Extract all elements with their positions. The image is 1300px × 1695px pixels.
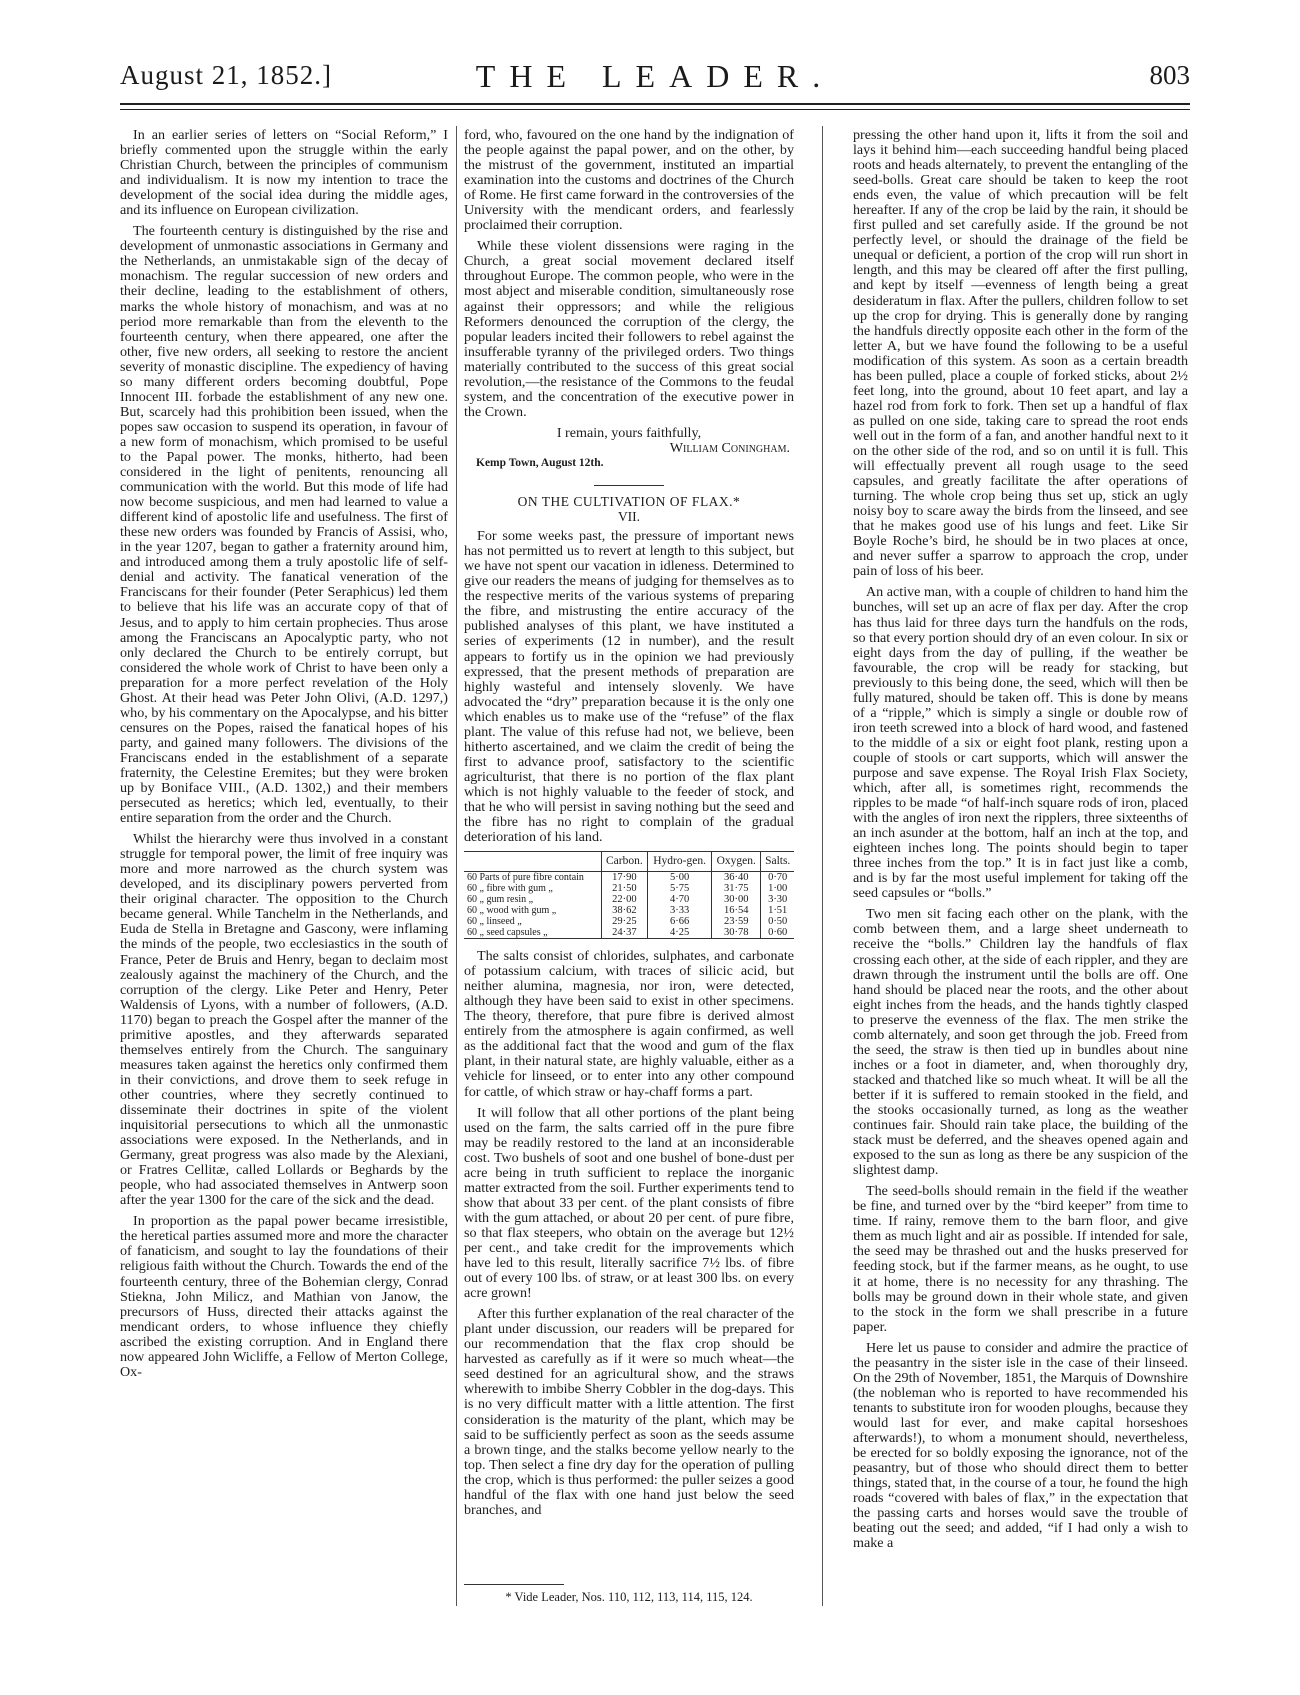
table-header-row (464, 852, 794, 872)
newspaper-title: THE LEADER. (475, 58, 835, 94)
table-cell: 31·75 (712, 883, 761, 894)
paragraph: It will follow that all other portions of the plant being used on the farm, the salts carried off in the pure fibre may be readily restored to the land at an inconsiderable cost. Two bushels of soot and one bushel of bone-dust per acre being in truth sufficient to replace the inorganic matter extracted from the soil. Further experiments tend to show that about 33 per cent. of the plant consists of fibre with the gum attached, or about 20 per cent. of pure fibre, so that flax steepers, who obtain on the average but 12½ per cent., and take credit for the improvements which have led to this result, literally sacrifice 7½ lbs. of fibre out of every 100 lbs. of straw, or at least 300 lbs. on every acre grown! (464, 1104, 794, 1302)
paragraph: While these violent dissensions were raging in the Church, a great social movement declared itself throughout Europe. The common people, who were in the most abject and miserable condition, simultaneously rose against their oppressors; and while the religious Reformers denounced the corruption of the clergy, the popular leaders incited their followers to rebel against the insufferable tyranny of the privileged orders. Two things materially contributed to the success of this great social revolution,—the resistance of the Commons to the feudal system, and the concentration of the executive power in the Crown. (464, 238, 794, 420)
letter-closing: I remain, yours faithfully, (556, 424, 702, 441)
table-cell: 0·60 (761, 927, 794, 939)
paragraph: The seed-bolls should remain in the field if the weather be fine, and turned over by the “bird keeper” from time to time. If rainy, remove them to the barn floor, and give them as much light and air as possible. If intended for sale, the seed may be thrashed out and the husks preserved for feeding stock, but if the farmer means, as he ought, to use it at home, there is no necessity for any thrashing. The bolls may be ground down in their whole state, and given to the stock in the form we shall prescribe in a future paper. (853, 1183, 1188, 1335)
flax-analysis-table (464, 851, 794, 939)
table-cell: 4·70 (648, 894, 712, 905)
paragraph: An active man, with a couple of children to hand him the bunches, will set up an acre of flax per day. After the crop has thus laid for three days turn the handfuls on the rods, so that every portion should dry of an even colour. In six or eight days from the day of pulling, if the weather be favourable, the crop will be ready for stacking, but previously to this being done, the seed, which will then be fully matured, should be taken off. This is done by means of a “ripple,” which is simply a single or double row of iron teeth screwed into a block of hard wood, and fastened to the middle of a six or eight foot plank, resting upon a couple of stools or cart supports, which will answer the purpose and save expense. The Royal Irish Flax Society, which, after all, is sometimes right, recommends the ripples to be made “of half-inch square rods of iron, placed with the angles of iron next the ripplers, three sixteenths of an inch asunder at the bottom, half an inch at the top, and eighteen inches long. The points should begin to taper three inches from the top.” It is in fact just like a comb, and is by far the most useful implement for taking off the seed capsules or “bolls.” (853, 584, 1188, 902)
table-cell: 60 „ seed capsules „ (464, 927, 601, 939)
table-cell: 1·00 (761, 883, 794, 894)
table-header-cell: Hydro-gen. (648, 852, 712, 872)
table-cell: 36·40 (712, 872, 761, 884)
column-1 (120, 128, 448, 1603)
table-cell: 60 „ wood with gum „ (467, 905, 557, 917)
table-cell: 0·70 (761, 872, 794, 884)
table-cell: 6·66 (648, 916, 712, 927)
table-cell: 16·54 (712, 905, 761, 916)
table-cell: 38·62 (601, 905, 647, 916)
paragraph: The fourteenth century is distinguished by the rise and development of unmonastic associations in Germany and the Netherlands, an unmistakable sign of the decay of monachism. The regular succession of new orders and their decline, leading to the establishment of others, marks the whole history of monachism, and was at no period more remarkable than from the eleventh to the fourteenth century, when there appeared, one after the other, five new orders, all seeking to restore the ancient severity of monastic discipline. The expediency of having so many different orders becoming doubtful, Pope Innocent III. forbade the establishment of any new one. But, scarcely had this prohibition been issued, when the popes saw occasion to suspend its operation, in favour of a new form of monachism, which promised to be useful to the Papal power. The monks, hitherto, had been considered in the light of penitents, renouncing all communication with the world. But this mode of life had now become suspicious, and men had learned to value a different kind of apostolic life and usefulness. The first of these new orders was founded by Francis of Assisi, who, in the year 1207, began to gather a fraternity around him, and introduced among them a truly apostolic life of self-denial and activity. The fanatical veneration of the Franciscans for their founder (Peter Seraphicus) led them to believe that his life was an accurate copy of that of Jesus, and to apply to him certain prophecies. Thus arose among the Franciscans an Apocalyptic party, who not only declared the Church to be entirely corrupt, but considered the whole work of Christ to have been only a preparation for a more perfect revelation of the Holy Ghost. At their head was Peter John Olivi, (A.D. 1297,) who, by his commentary on the Apocalypse, and his bitter censures on the Popes, raised the fanatical hopes of his party, and gained many followers. The divisions of the Franciscans ended in the establishment of a separate fraternity, the Celestine Eremites; but they were broken up by Boniface VIII., (A.D. 1302,) and their members persecuted as heretics; which led, eventually, to their entire separation from the order and the Church. (120, 223, 448, 827)
table-header-cell: Oxygen. (712, 852, 761, 872)
section-rule (594, 485, 664, 486)
table-cell: 1·51 (761, 905, 794, 916)
table-cell: 24·37 (601, 927, 647, 939)
table-header-cell: Salts. (761, 852, 794, 872)
table-cell: 3·33 (648, 905, 712, 916)
paragraph: The salts consist of chlorides, sulphates, and carbonate of potassium calcium, with traces of silicic acid, but neither alumina, magnesia, nor iron, were detected, although they have been said to exist in other specimens. The theory, therefore, that pure fibre is derived almost entirely from the atmosphere is again confirmed, as well as the additional fact that the wood and gum of the flax plant, in their natural state, are highly valuable, either as a vehicle for linseed, or to enter into any other compound for cattle, of which straw or hay-chaff forms a part. (464, 948, 794, 1100)
paragraph: In an earlier series of letters on “Social Reform,” I briefly commented upon the struggle within the early Christian Church, between the principles of communism and individualism. It is now my intention to trace the development of the social idea during the middle ages, and its influence on European civilization. (120, 128, 448, 219)
issue-date: August 21, 1852.] (120, 60, 332, 90)
column-2 (464, 128, 794, 1588)
page-number: 803 (1149, 60, 1190, 90)
table-cell: 17·90 (601, 872, 647, 884)
table-cell: 21·50 (601, 883, 647, 894)
table-cell: 60 Parts of pure fibre contain (467, 872, 584, 884)
table-cell: 4·25 (648, 927, 712, 939)
table-cell: 3·30 (761, 894, 794, 905)
column-divider-1 (456, 126, 457, 1606)
article-title: ON THE CULTIVATION OF FLAX.* (517, 494, 741, 510)
table-cell: 60 „ gum resin „ (467, 894, 534, 906)
article-number: VII. (617, 509, 641, 525)
table-row (464, 905, 794, 916)
paragraph: Here let us pause to consider and admire the practice of the peasantry in the sister isle in the case of their linseed. On the 29th of November, 1851, the Marquis of Downshire (the nobleman who is reported to have recommended his tenants to substitute iron for wooden ploughs, because they would last for ever, and make capital horseshoes afterwards!), to whom a monument should, nevertheless, be erected for so boldly exposing the ignorance, not of the peasantry, but of those who should direct them to better things, stated that, in the course of a tour, he found the high roads “covered with bales of flax,” in the expectation that the passing carts and horses would save the trouble of beating out the seed; and added, “if I had only a wish to make a (853, 1339, 1188, 1552)
column-divider-2 (822, 126, 823, 1606)
footnote-rule (464, 1584, 564, 1585)
table-row (464, 916, 794, 927)
table-cell: 60 „ linseed „ (467, 916, 522, 928)
table-header-cell (464, 852, 601, 872)
table-cell: 30·00 (712, 894, 761, 905)
paragraph: pressing the other hand upon it, lifts it from the soil and lays it behind him—each succeeding handful being placed roots and heads alternately, to prevent the entangling of the seed-bolls. Great care should be taken to keep the root ends even, the value of which precaution will be felt hereafter. If any of the crop be laid by the rain, it should be first pulled and set carefully aside. If the ground be not perfectly level, or should the drainage of the field be unequal or deficient, a portion of the crop will run short in length, and this may be cleared off after the first pulling, and kept by itself —evenness of length being a great desideratum in flax. After the pullers, children follow to set up the crop for drying. This is generally done by ranging the handfuls directly opposite each other in the form of the letter A, but we have found the following to be a useful modification of this system. As soon as a certain breadth has been pulled, place a couple of forked sticks, about 2½ feet long, into the ground, about 10 feet apart, and lay a hazel rod from fork to fork. Then set up a handful of flax as pulled on one side, taking care to spread the root ends well out in the form of a fan, and another handful next to it on the other side of the rod, and so on until it is full. This will effectually prevent all rough usage to the seed capsules, and greatly facilitate the after operations of turning. The whole crop being thus set up, stick an ugly noisy boy to scare away the birds from the linseed, and see that he makes good use of his lungs and feet. Like Sir Boyle Roche’s bird, he should be in two places at once, and never suffer a sparrow to approach the crop, under pain of loss of his beer. (853, 128, 1188, 580)
table-cell: 60 „ fibre with gum „ (467, 883, 553, 895)
table-cell: 5·75 (648, 883, 712, 894)
table-header-cell: Carbon. (601, 852, 647, 872)
paragraph: Two men sit facing each other on the plank, with the comb between them, and a large sheet underneath to receive the “bolls.” Children lay the handfuls of flax crossing each other, at the side of each rippler, and they are drawn through the instrument until the bolls are off. One hand should be placed near the roots, and the other about eight inches from the heads, and the hands tightly clasped to preserve the evenness of the flax. The men strike the comb alternately, and soon get through the job. Freed from the seed, the straw is then tied up in bundles about nine inches or a foot in diameter, and, when thoroughly dry, stacked and thatched like so much wheat. It will be all the better if it is suffered to remain stooked in the field, and the stooks occasionally turned, as long as the weather continues fair. Should rain take place, the building of the stack must be deferred, and the sheaves opened again and exposed to the sun as long as there be any suspicion of the slightest damp. (853, 906, 1188, 1179)
table-row (464, 894, 794, 905)
table-cell: 29·25 (601, 916, 647, 927)
paragraph: ford, who, favoured on the one hand by the indignation of the people against the papal power, and on the other, by the mistrust of the government, instituted an impartial examination into the customs and doctrines of the Church of Rome. He first came forward in the controversies of the University with the mendicant orders, and fearlessly proclaimed their corruption. (464, 128, 794, 234)
header-rule-thick (120, 103, 1190, 105)
table-row (464, 872, 794, 884)
paragraph: After this further explanation of the real character of the plant under discussion, our readers will be prepared for our recommendation that the flax crop should be harvested as carefully as if it were so much wheat—the seed destined for an agricultural show, and the straws wherewith to imbibe Sherry Cobbler in the dog-days. This is no very difficult matter with a little attention. The first consideration is the maturity of the plant, which may be said to be sufficiently perfect as soon as the seeds assume a brown tinge, and the stalks become yellow nearly to the top. Then select a fine dry day for the operation of pulling the crop, which is thus performed: the puller seizes a good handful of the flax with one hand just below the seed branches, and (464, 1306, 794, 1518)
table-row (464, 927, 794, 939)
column-3 (853, 128, 1188, 1603)
table-cell: 23·59 (712, 916, 761, 927)
table-cell: 5·00 (648, 872, 712, 884)
paragraph: For some weeks past, the pressure of important news has not permitted us to revert at length to this subject, but we have not spent our vacation in idleness. Determined to give our readers the means of judging for themselves as to the respective merits of the various systems of preparing the fibre, and mistrusting the entire accuracy of the published analyses of this plant, we have instituted a series of experiments (12 in number), and the result appears to fortify us in the opinion we had previously expressed, that the present methods of preparation are highly wasteful and intensely slovenly. We have advocated the “dry” preparation because it is the only one which enables us to make use of the “refuse” of the flax plant. The value of this refuse had not, we believe, been hitherto ascertained, and we claim the credit of being the first to advance proof, satisfactory to the scientific agriculturist, that there is no portion of the flax plant which is not highly valuable to the feeder of stock, and that he who will persist in saving nothing but the seed and the fibre has no right to complain of the gradual deterioration of his land. (464, 528, 794, 846)
letter-place-date: Kemp Town, August 12th. (476, 456, 604, 469)
page-header (120, 40, 1190, 100)
table-cell: 0·50 (761, 916, 794, 927)
header-rule-thin (120, 109, 1190, 110)
paragraph: Whilst the hierarchy were thus involved in a constant struggle for temporal power, the limit of free inquiry was more and more narrowed as the church system was developed, and its disciplinary powers perverted from their original character. The opposition to the Church became general. While Tanchelm in the Netherlands, and Euda de Stella in Bretagne and Gascony, were inflaming the minds of the people, two ecclesiastics in the south of France, Peter de Bruis and Henry, began to declaim most zealously against the machinery of the Church, and the corruption of the clergy. Like Peter and Henry, Peter Waldensis of Lyons, with a number of followers, (A.D. 1170) began to preach the Gospel after the manner of the primitive apostles, and they afterwards separated themselves entirely from the Church. The sanguinary measures taken against the heretics only confirmed them in their convictions, and drove them to seek refuge in other countries, where they secretly continued to disseminate their doctrines in spite of the violent inquisitorial persecutions to which all the unmonastic associations were exposed. In the Netherlands, and in Germany, great progress was also made by the Alexiani, or Fratres Cellitæ, called Lollards or Beghards by the people, who had associated themselves in Antwerp soon after the year 1300 for the care of the sick and the dead. (120, 831, 448, 1209)
table-cell: 22·00 (601, 894, 647, 905)
table-cell: 30·78 (712, 927, 761, 939)
footnote: * Vide Leader, Nos. 110, 112, 113, 114, 115, 124. (505, 1590, 753, 1604)
letter-signature: William Coningham. (669, 439, 790, 456)
table-row (464, 883, 794, 894)
paragraph: In proportion as the papal power became irresistible, the heretical parties assumed more and more the character of fanaticism, and sought to lay the foundations of their religious faith without the Church. Towards the end of the fourteenth century, three of the Bohemian clergy, Conrad Stiekna, John Milicz, and Mathian von Janow, the precursors of Huss, directed their attacks against the mendicant orders, to whose influence they chiefly ascribed the existing corruption. And in England there now appeared John Wicliffe, a Fellow of Merton College, Ox- (120, 1213, 448, 1380)
